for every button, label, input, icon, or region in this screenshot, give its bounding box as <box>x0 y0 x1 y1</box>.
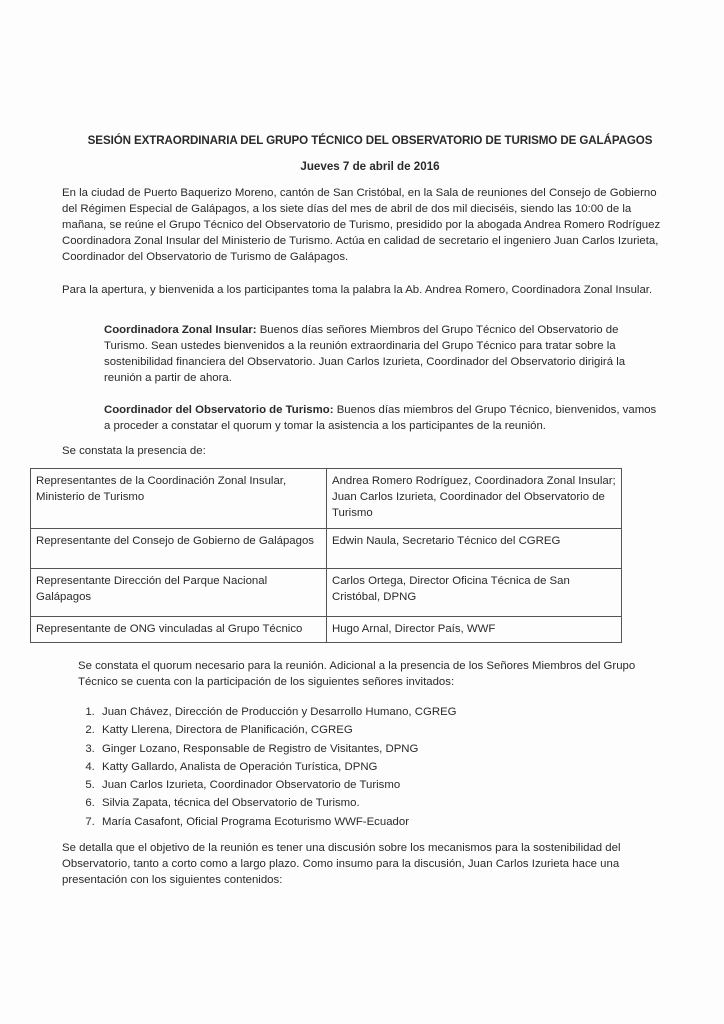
list-item: 7. María Casafont, Oficial Programa Ecoturismo WWF-Ecuador <box>98 813 658 831</box>
quorum-paragraph: Se constata el quorum necesario para la reunión. Adicional a la presencia de los Señores Miembros del Grupo Técnico se cuenta con la participación de los siguientes señores invitados: <box>78 660 636 688</box>
list-item: 3. Ginger Lozano, Responsable de Registro de Visitantes, DPNG <box>98 740 658 758</box>
list-item: 4. Katty Gallardo, Analista de Operación Turística, DPNG <box>98 758 658 776</box>
table-row <box>31 617 622 643</box>
representative-cell: Representante del Consejo de Gobierno de Galápagos <box>31 529 327 569</box>
guest-list <box>62 703 658 831</box>
speech-coordinador <box>104 402 664 434</box>
speaker-label: Coordinadora Zonal Insular: <box>104 324 257 336</box>
representative-cell: Representante Dirección del Parque Nacional Galápagos <box>31 569 327 617</box>
person-cell: Edwin Naula, Secretario Técnico del CGREG <box>327 529 622 569</box>
opening-paragraph: Para la apertura, y bienvenida a los participantes toma la palabra la Ab. Andrea Romero, Coordinadora Zonal Insular. <box>62 284 653 296</box>
speech-text: Buenos días miembros del Grupo Técnico, bienvenidos, vamos a proceder a constatar el quorum y tomar la asistencia a los participantes de la reunión. <box>104 404 657 432</box>
table-row <box>31 569 622 617</box>
person-cell: Andrea Romero Rodríguez, Coordinadora Zonal Insular; Juan Carlos Izurieta, Coordinador del Observatorio de Turismo <box>327 469 622 529</box>
list-item: 1. Juan Chávez, Dirección de Producción y Desarrollo Humano, CGREG <box>98 703 658 721</box>
list-item: 6. Silvia Zapata, técnica del Observatorio de Turismo. <box>98 794 658 812</box>
document-title: SESIÓN EXTRAORDINARIA DEL GRUPO TÉCNICO DEL OBSERVATORIO DE TURISMO DE GALÁPAGOS <box>87 134 653 147</box>
document-date: Jueves 7 de abril de 2016 <box>300 160 440 173</box>
speaker-label: Coordinador del Observatorio de Turismo: <box>104 404 334 416</box>
presence-intro: Se constata la presencia de: <box>62 445 206 457</box>
speech-text: Buenos días señores Miembros del Grupo Técnico del Observatorio de Turismo. Sean ustedes bienvenidos a la reunión extraordinaria del Grupo Técnico para tratar sobre la sostenibilidad financiera del Observatorio. Juan Carlos Izurieta, Coordinador del Observatorio dirigirá la reunión a partir de ahora. <box>104 324 626 384</box>
intro-paragraph: En la ciudad de Puerto Baquerizo Moreno, cantón de San Cristóbal, en la Sala de reuniones del Consejo de Gobierno del Régimen Especial de Galápagos, a los siete días del mes de abril de dos mil dieciséis, siendo las 10:00 de la mañana, se reúne el Grupo Técnico del Observatorio de Turismo, presidido por la abogada Andrea Romero Rodríguez Coordinadora Zonal Insular del Ministerio de Turismo. Actúa en calidad de secretario el ingeniero Juan Carlos Izurieta, Coordinador del Observatorio de Turismo de Galápagos. <box>62 187 661 263</box>
table-row <box>31 469 622 529</box>
list-item: 2. Katty Llerena, Directora de Planificación, CGREG <box>98 721 658 739</box>
person-cell: Carlos Ortega, Director Oficina Técnica de San Cristóbal, DPNG <box>327 569 622 617</box>
objective-paragraph: Se detalla que el objetivo de la reunión es tener una discusión sobre los mecanismos para la sostenibilidad del Observatorio, tanto a corto como a largo plazo. Como insumo para la discusión, Juan Carlos Izurieta hace una presentación con los siguientes contenidos: <box>62 842 621 886</box>
representative-cell: Representante de ONG vinculadas al Grupo Técnico <box>31 617 327 643</box>
attendance-table <box>30 468 622 643</box>
speech-coordinadora <box>104 322 664 386</box>
person-cell: Hugo Arnal, Director País, WWF <box>327 617 622 643</box>
table-row <box>31 529 622 569</box>
list-item: 5. Juan Carlos Izurieta, Coordinador Observatorio de Turismo <box>98 776 658 794</box>
representative-cell: Representantes de la Coordinación Zonal Insular, Ministerio de Turismo <box>31 469 327 529</box>
